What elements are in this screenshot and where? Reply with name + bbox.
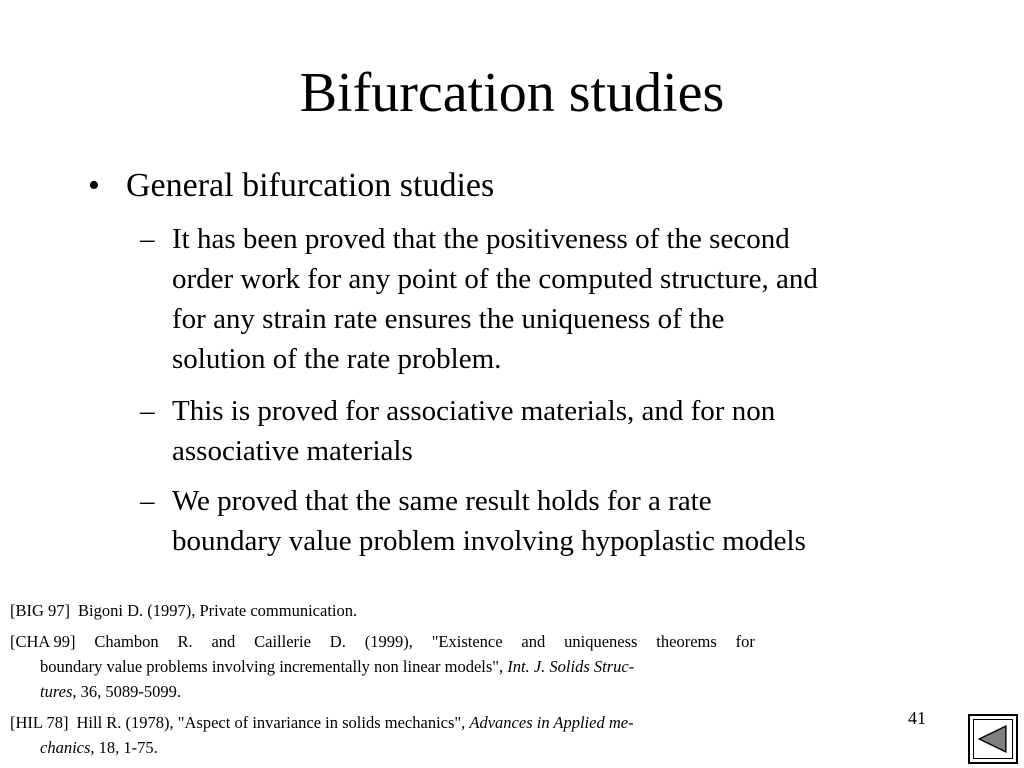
reference-word: uniqueness xyxy=(564,632,638,651)
reference-text: , 18, 1-75. xyxy=(90,738,158,757)
reference-line xyxy=(10,654,770,679)
sub-point-2-line: associative materials xyxy=(172,435,413,467)
sub-point-1-line: solution of the rate problem. xyxy=(172,343,502,375)
references xyxy=(10,598,770,766)
reference-hil78 xyxy=(10,710,770,760)
dash-marker: – xyxy=(140,395,155,427)
reference-word: and xyxy=(211,632,236,651)
sub-point-1-line: for any strain rate ensures the uniqueness of the xyxy=(172,303,725,335)
sub-point-2-line: This is proved for associative materials, and for non xyxy=(172,395,776,427)
reference-tag: [BIG 97] xyxy=(10,601,71,620)
sub-point-3-line: boundary value problem involving hypoplastic models xyxy=(172,525,806,557)
reference-word: D. xyxy=(329,632,346,651)
reference-text: Hill R. (1978), "Aspect of invariance in solids mechanics", xyxy=(76,713,470,732)
reference-word: and xyxy=(521,632,546,651)
sub-point-1 xyxy=(140,219,940,379)
reference-text: boundary value problems involving incrementally non linear models", xyxy=(40,657,508,676)
reference-line xyxy=(10,710,770,735)
reference-journal: tures xyxy=(40,682,73,701)
sub-point-3 xyxy=(140,481,940,561)
back-triangle-icon xyxy=(970,716,1016,762)
reference-text: , 36, 5089-5099. xyxy=(72,682,182,701)
sub-point-3-line: We proved that the same result holds for a rate xyxy=(172,485,712,517)
reference-text: Bigoni D. (1997), Private communication. xyxy=(78,601,358,620)
back-button[interactable] xyxy=(968,714,1018,764)
sub-point-1-line: order work for any point of the computed structure, and xyxy=(172,263,818,295)
reference-word: theorems xyxy=(656,632,717,651)
reference-word: for xyxy=(735,632,755,651)
reference-line xyxy=(10,679,770,704)
reference-big97 xyxy=(10,598,770,623)
reference-word: Chambon xyxy=(94,632,159,651)
reference-cha99 xyxy=(10,629,770,704)
reference-journal: Advances in Applied me- xyxy=(469,713,634,732)
reference-word: (1999), xyxy=(364,632,413,651)
bullet-marker: • xyxy=(88,167,100,204)
reference-word: Caillerie xyxy=(254,632,311,651)
page-number: 41 xyxy=(908,708,926,728)
dash-marker: – xyxy=(140,223,155,255)
reference-word: "Existence xyxy=(431,632,503,651)
bullet-text: General bifurcation studies xyxy=(126,167,495,204)
sub-point-2 xyxy=(140,391,940,471)
slide-title: Bifurcation studies xyxy=(299,62,725,124)
sub-point-1-line: It has been proved that the positiveness of the second xyxy=(172,223,790,255)
reference-tag: [CHA 99] xyxy=(10,632,76,651)
reference-tag: [HIL 78] xyxy=(10,713,69,732)
reference-word: R. xyxy=(177,632,193,651)
reference-journal: chanics xyxy=(40,738,91,757)
reference-line xyxy=(10,629,755,654)
reference-line xyxy=(10,735,770,760)
reference-journal: Int. J. Solids Struc- xyxy=(507,657,635,676)
dash-marker: – xyxy=(140,485,155,517)
